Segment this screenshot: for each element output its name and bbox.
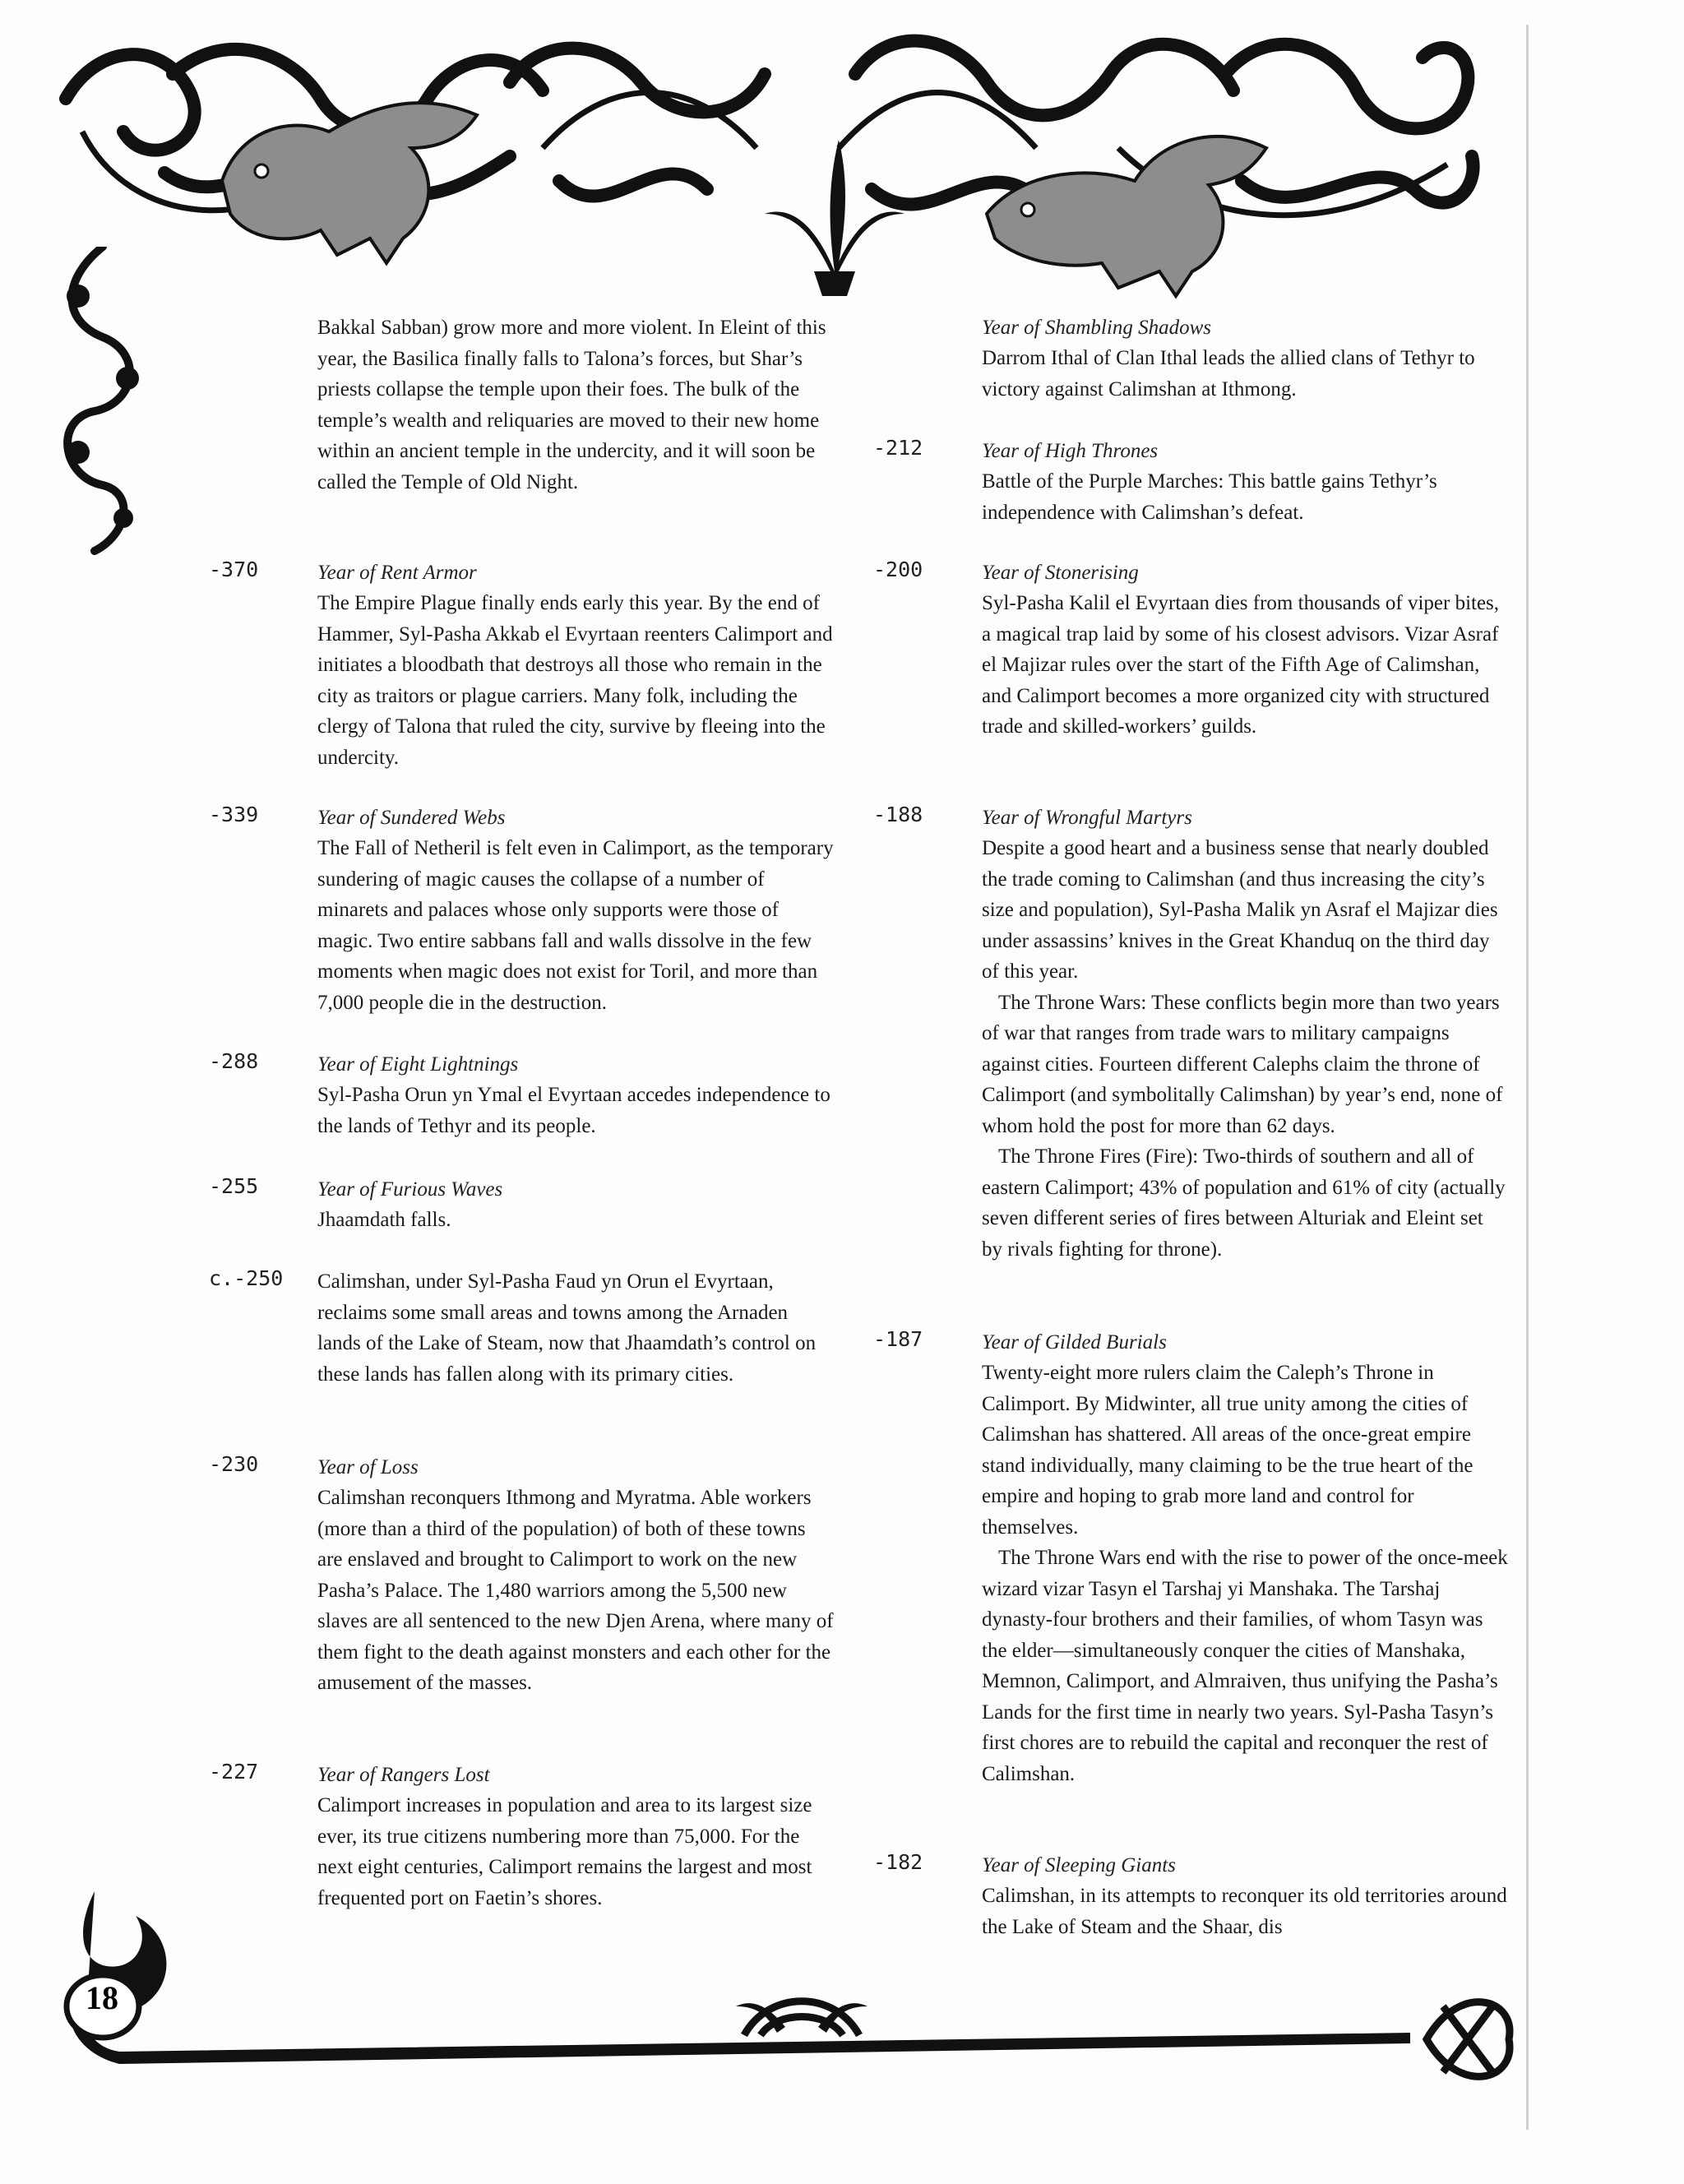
page-number: 18 [86, 1978, 118, 2016]
entry-year: -288 [209, 1049, 259, 1073]
entry-year: -212 [873, 436, 923, 460]
entry-paragraph: Calimport increases in population and area to its largest size ever, its true citizens numbering more than 75,000. For the next eight centuries, Calimport remains the largest and most frequented port on Faetin’s shores. [317, 1794, 812, 1909]
entry-year: -255 [209, 1174, 259, 1198]
entry-year: -188 [873, 803, 923, 826]
entry-year-name: Year of Furious Waves [317, 1178, 503, 1201]
entry-paragraph: Calimshan, in its attempts to reconquer its old territories around the Lake of Steam and the Shaar, dis [982, 1885, 1507, 1938]
entry-paragraph: Calimshan reconquers Ithmong and Myratma. Able workers (more than a third of the population) of both of these towns are enslaved and brought to Calimport to work on the new Pasha’s Palace. The 1,480 warriors among the 5,500 new slaves are all sentenced to the new Djen Arena, where many of them fight to the death against monsters and each other for the amusement of the masses. [317, 1487, 834, 1694]
entry-year-name: Year of Sleeping Giants [982, 1854, 1176, 1876]
entry-year-name: Year of Gilded Burials [982, 1331, 1167, 1353]
entry-year-name: Year of Loss [317, 1456, 419, 1478]
entry-year-name: Year of Rangers Lost [317, 1764, 490, 1786]
entry-year-name: Year of Wrongful Martyrs [982, 807, 1192, 829]
entry-paragraph: Darrom Ithal of Clan Ithal leads the allied clans of Tethyr to victory against Calimshan at Ithmong. [982, 347, 1475, 400]
entry-paragraph: The Fall of Netheril is felt even in Calimport, as the temporary sundering of magic causes the collapse of a number of minarets and palaces whose only supports were those of magic. Two entire sabbans fall and walls dissolve in the few moments when magic does not exist for Toril, and more than 7,000 people die in the destruction. [317, 837, 834, 1014]
entry-year: -370 [209, 558, 259, 581]
entry-year: c.-250 [209, 1266, 284, 1290]
entry-year-name: Year of Stonerising [982, 562, 1139, 584]
entry-paragraph: Bakkal Sabban) grow more and more violent. In Eleint of this year, the Basilica finally falls to Talona’s forces, but Shar’s priests collapse the temple upon their foes. The bulk of the temple’s wealth and reliquaries are moved to their new home within an ancient temple in the undercity, and it will soon be called the Temple of Old Night. [317, 317, 826, 493]
entry-paragraph: The Throne Fires (Fire): Two-thirds of southern and all of eastern Calimport; 43% of population and 61% of city (actually seven different series of fires between Alturiak and Eleint set by rivals fighting for throne). [982, 1145, 1506, 1261]
entry-year: -182 [873, 1850, 923, 1874]
entry-paragraph: Calimshan, under Syl-Pasha Faud yn Orun el Evyrtaan, reclaims some small areas and towns among the Arnaden lands of the Lake of Steam, now that Jhaamdath’s control on these lands has fallen along with its primary cities. [317, 1270, 817, 1386]
entry-year: -187 [873, 1327, 923, 1351]
entry-year: -227 [209, 1760, 259, 1784]
entry-year: -339 [209, 803, 259, 826]
entry-year-name: Year of Sundered Webs [317, 807, 506, 829]
entry-paragraph: The Throne Wars end with the rise to power of the once-meek wizard vizar Tasyn el Tarshaj yi Manshaka. The Tarshaj dynasty-four brothers and their families, of whom Tasyn was the elder—simultaneously conquer the cities of Manshaka, Memnon, Calimport, and Almraiven, thus unifying the Pasha’s Lands for the first time in nearly two years. Syl-Pasha Tasyn’s first chores are to rebuild the capital and reconquer the rest of Calimshan. [982, 1547, 1508, 1785]
entry-year: -200 [873, 558, 923, 581]
entry-year-name: Year of Eight Lightnings [317, 1053, 519, 1076]
entry-paragraph: The Empire Plague finally ends early this year. By the end of Hammer, Syl-Pasha Akkab el Evyrtaan reenters Calimport and initiates a bloodbath that destroys all those who remain in the city as traitors or plague carriers. Many folk, including the clergy of Talona that ruled the city, survive by fleeing into the undercity. [317, 592, 833, 769]
entry-paragraph: Twenty-eight more rulers claim the Caleph’s Throne in Calimport. By Midwinter, all true unity among the cities of Calimshan has shattered. All areas of the once-great empire stand individually, many claiming to be the true heart of the empire and hoping to grab more land and control for themselves. [982, 1362, 1474, 1539]
entry-year: -230 [209, 1452, 259, 1476]
entry-paragraph: The Throne Wars: These conflicts begin more than two years of war that ranges from trade wars to military campaigns against cities. Fourteen different Calephs claim the throne of Calimport (and symbolitally Calimshan) by year’s end, none of whom hold the post for more than 62 days. [982, 991, 1503, 1137]
entry-paragraph: Jhaamdath falls. [317, 1209, 451, 1231]
entry-year-name: Year of High Thrones [982, 440, 1159, 462]
page-edge [1526, 25, 1529, 2130]
entry-paragraph: Despite a good heart and a business sense that nearly doubled the trade coming to Calimshan (and thus increasing the city’s size and population), Syl-Pasha Malik yn Asraf el Majizar dies under assassins’ knives in the Great Khanduq on the third day of this year. [982, 837, 1498, 983]
vine-scroll-icon [45, 247, 160, 559]
entry-paragraph: Battle of the Purple Marches: This battle gains Tethyr’s independence with Calimshan’s defeat. [982, 470, 1437, 524]
entry-paragraph: Syl-Pasha Kalil el Evyrtaan dies from thousands of viper bites, a magical trap laid by some of his closest advisors. Vizar Asraf el Majizar rules over the start of the Fifth Age of Calimshan, and Calimport becomes a more organized city with structured trade and skilled-workers’ guilds. [982, 592, 1500, 738]
entry-paragraph: Syl-Pasha Orun yn Ymal el Evyrtaan accedes independence to the lands of Tethyr and its people. [317, 1084, 830, 1137]
entry-year-name: Year of Rent Armor [317, 562, 477, 584]
entry-year-name: Year of Shambling Shadows [982, 317, 1211, 339]
celtic-knot-dragons-icon [49, 25, 1497, 321]
